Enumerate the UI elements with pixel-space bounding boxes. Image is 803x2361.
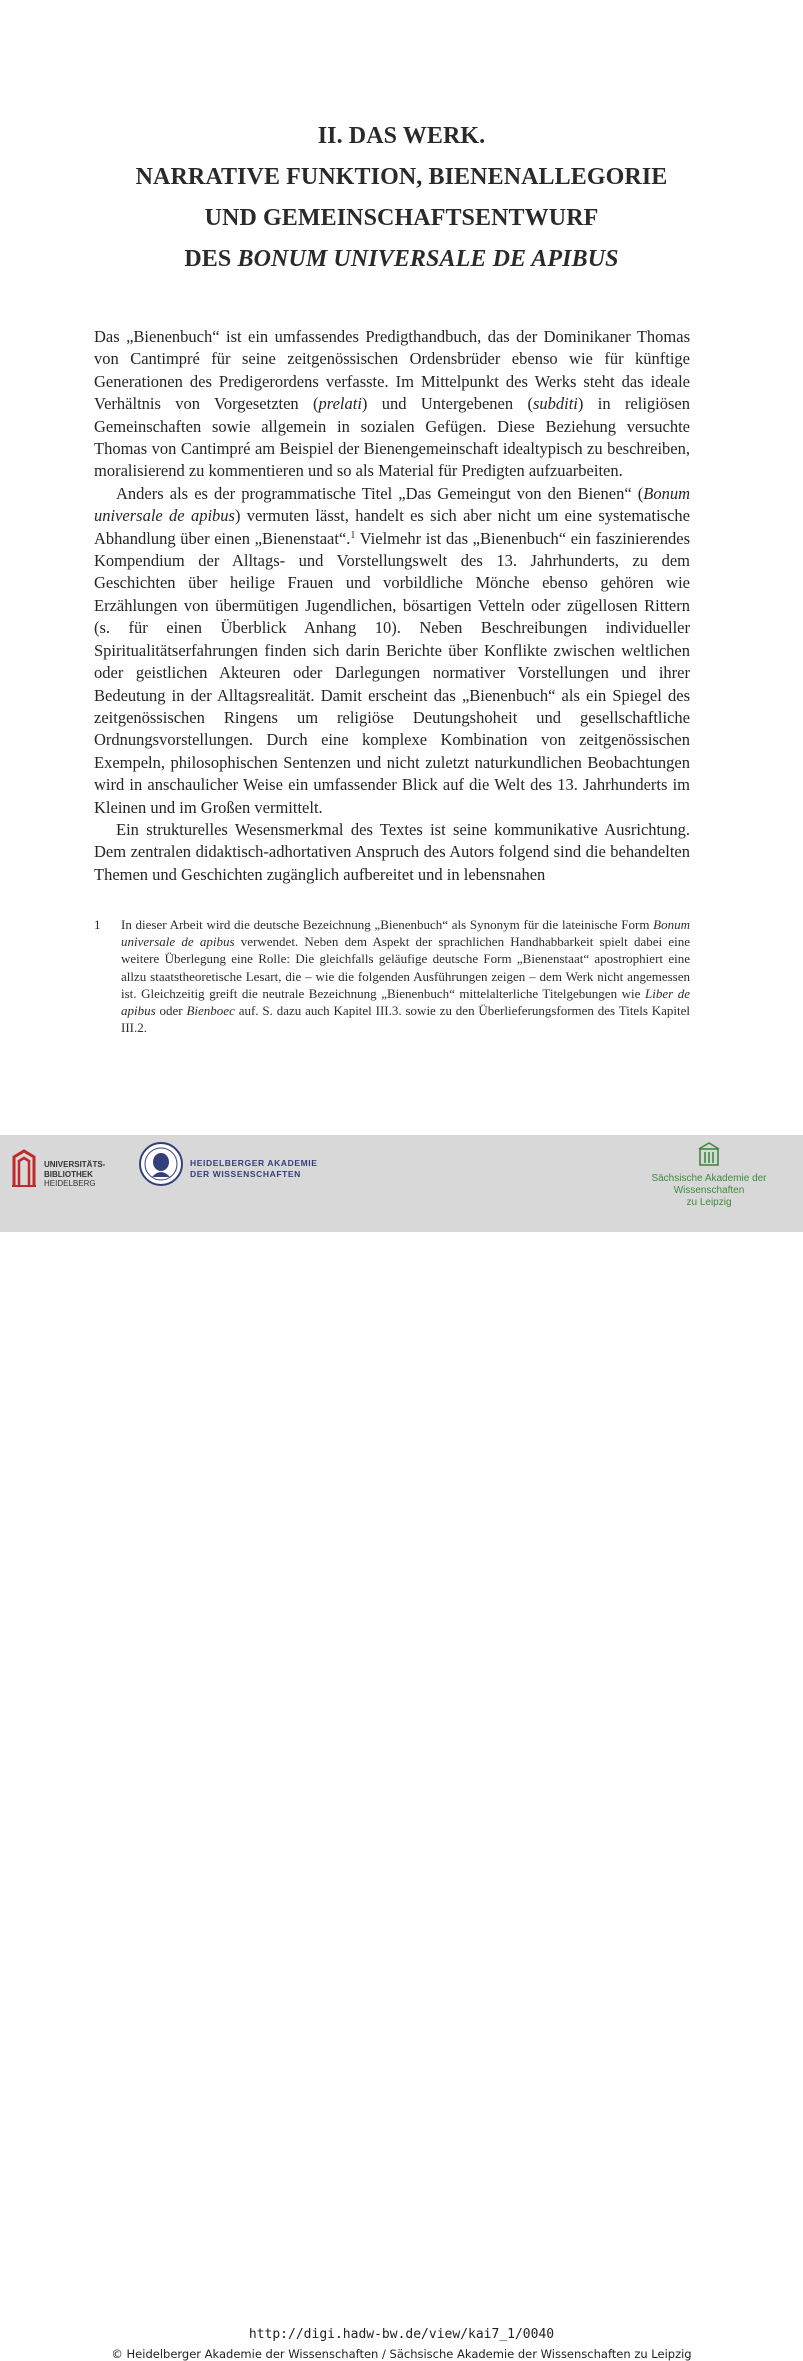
chapter-title-line-4-prefix: DES bbox=[184, 246, 238, 272]
paragraph-2-text-d: Vielmehr ist das „Bienenbuch“ ein faszinierendes Kompendium der Alltags- und Vorstellungswelt des 13. Jahrhunderts, zu dem Geschichten über heilige Frauen und vorbildliche Mönche ebenso gehören wie Erzählungen von übermütigen Jugendlichen, bösartigen Vetteln oder zügellosen Rittern (s. für einen Überblick Anhang 10). Neben Beschreibungen individueller Spiritualitätserfahrungen finden sich darin Berichte über Konflikte zwischen weltlichen oder geistlichen Akteuren oder Darlegungen normativer Vorstellungen und ihrer Bedeutung in der Alltagsrealität. Damit erscheint das „Bienenbuch“ als ein Spiegel des zeitgenössischen Ringens um religiöse Deutungshoheit und gesellschaftliche Ordnungsvorstellungen. Durch eine komplexe Kombination von zeitgenössischen Exempeln, philosophischen Sentenzen und nicht zuletzt naturkundlichen Beobachtungen wird in anschaulicher Weise ein umfassender Blick auf die Welt des 13. Jahrhunderts im Kleinen und im Großen vermittelt. bbox=[94, 528, 690, 817]
footnote-1 bbox=[94, 916, 690, 1036]
footnote-term-bonum: Bonum universale de apibus bbox=[121, 917, 690, 950]
footnote-text-g: auf. S. dazu auch Kapitel III.3. sowie zu den Überlieferungsformen des Titels Kapitel III.2. bbox=[121, 1003, 690, 1036]
paragraph-1-text-c: ) und Untergebenen ( bbox=[361, 394, 533, 414]
footer-bar bbox=[0, 1135, 803, 2361]
chapter-title-line-4 bbox=[60, 239, 743, 280]
copyright-notice: © Heidelberger Akademie der Wissenschaften / Sächsische Akademie der Wissenschaften zu Leipzig bbox=[111, 2347, 692, 2361]
term-prelati: prelati bbox=[318, 394, 362, 414]
chapter-title bbox=[60, 116, 743, 280]
page-url-link[interactable]: http://digi.hadw-bw.de/view/kai7_1/0040 bbox=[248, 2327, 555, 2342]
ub-logo-line-1: UNIVERSITÄTS- bbox=[44, 1160, 106, 1169]
saxon-academy-emblem-icon bbox=[697, 1141, 721, 1167]
academy-seal-icon bbox=[138, 1141, 184, 1187]
saw-logo-line-1: Sächsische Akademie der Wissenschaften bbox=[651, 1173, 767, 1196]
hadw-logo-text bbox=[190, 1158, 318, 1179]
chapter-title-line-1: II. DAS WERK. bbox=[317, 123, 486, 149]
ub-heidelberg-logo-icon bbox=[10, 1145, 38, 1189]
paragraph-2-text-a: Anders als es der programmatische Titel „Das Gemeingut von den Bienen“ ( bbox=[116, 483, 644, 503]
chapter-title-line-2: NARRATIVE FUNKTION, BIENENALLEGORIE bbox=[135, 164, 668, 190]
term-subditi: subditi bbox=[532, 394, 578, 414]
saw-logo-text bbox=[620, 1173, 798, 1209]
chapter-title-line-3: UND GEMEINSCHAFTSENTWURF bbox=[204, 205, 599, 231]
book-page bbox=[0, 0, 803, 1135]
main-text bbox=[94, 326, 690, 886]
saw-logo-line-2: zu Leipzig bbox=[686, 1197, 732, 1208]
footnote-text-a: In dieser Arbeit wird die deutsche Bezeichnung „Bienenbuch“ als Synonym für die lateinische Form bbox=[121, 917, 654, 932]
term-bonum-universale: Bonum universale de apibus bbox=[94, 483, 690, 526]
footnote-text-e: oder bbox=[155, 1003, 187, 1019]
paragraph-2-text-c: ) vermuten lässt, handelt es sich aber nicht um eine systematische Abhandlung über einen „Bienenstaat“. bbox=[94, 506, 690, 548]
footnote-text-c: verwendet. Neben dem Aspekt der sprachlichen Handhabbarkeit spielt dabei eine weitere Überlegung eine Rolle: Die gleichfalls geläufige deutsche Form „Bienenstaat“ apostrophiert eine allzu staatstheoretische Lesart, die – wie die folgenden Ausführungen zeigen – dem Werk nicht angemessen ist. Gleichzeitig greift die neutrale Bezeichnung „Bienenbuch“ mittelalterliche Titelgebungen wie bbox=[121, 934, 690, 1001]
paragraph-1-text-a: Das „Bienenbuch“ ist ein umfassendes Predigthandbuch, das der Dominikaner Thomas von Cantimpré für seine zeitgenössischen Ordensbrüder ebenso wie für künftige Generationen des Predigerordens verfasste. Im Mittelpunkt des Werks steht das ideale Verhältnis von Vorgesetzten ( bbox=[94, 327, 690, 414]
ub-heidelberg-logo-text bbox=[44, 1160, 105, 1189]
footnote-term-liber: Liber de apibus bbox=[121, 985, 690, 1019]
footnote-number: 1 bbox=[94, 917, 101, 932]
hadw-logo-line-2: DER WISSENSCHAFTEN bbox=[190, 1168, 301, 1179]
ub-logo-line-2: BIBLIOTHEK bbox=[44, 1169, 93, 1179]
paragraph-1 bbox=[94, 326, 690, 483]
paragraph-2 bbox=[94, 483, 690, 819]
footnote-text bbox=[121, 916, 690, 1036]
footnote-term-bienboec: Bienboec bbox=[186, 1003, 235, 1019]
hadw-logo[interactable] bbox=[138, 1141, 338, 1191]
footnote-reference[interactable]: 1 bbox=[350, 529, 356, 541]
ub-logo-line-3: HEIDELBERG bbox=[44, 1179, 96, 1188]
paragraph-3 bbox=[94, 819, 690, 886]
hadw-logo-line-1: HEIDELBERGER AKADEMIE bbox=[190, 1158, 318, 1168]
paragraph-1-text-e: ) in religiösen Gemeinschaften sowie allgemein in sozialen Gefügen. Diese Beziehung versuchte Thomas von Cantimpré am Beispiel der Bienengemeinschaft idealtypisch zu beschreiben, moralisierend zu kommentieren und so als Material für Predigten aufzuarbeiten. bbox=[94, 394, 691, 481]
chapter-title-work-name: BONUM UNIVERSALE DE APIBUS bbox=[237, 246, 619, 272]
paragraph-3-text-a: Ein strukturelles Wesensmerkmal des Textes ist seine kommunikative Ausrichtung. Dem zentralen didaktisch-adhortativen Anspruch des Autors folgend sind die behandelten Themen und Geschichten zugänglich aufbereitet und in lebensnahen bbox=[94, 819, 690, 884]
ub-heidelberg-logo[interactable] bbox=[10, 1145, 140, 1189]
saw-leipzig-logo[interactable] bbox=[620, 1141, 798, 1207]
